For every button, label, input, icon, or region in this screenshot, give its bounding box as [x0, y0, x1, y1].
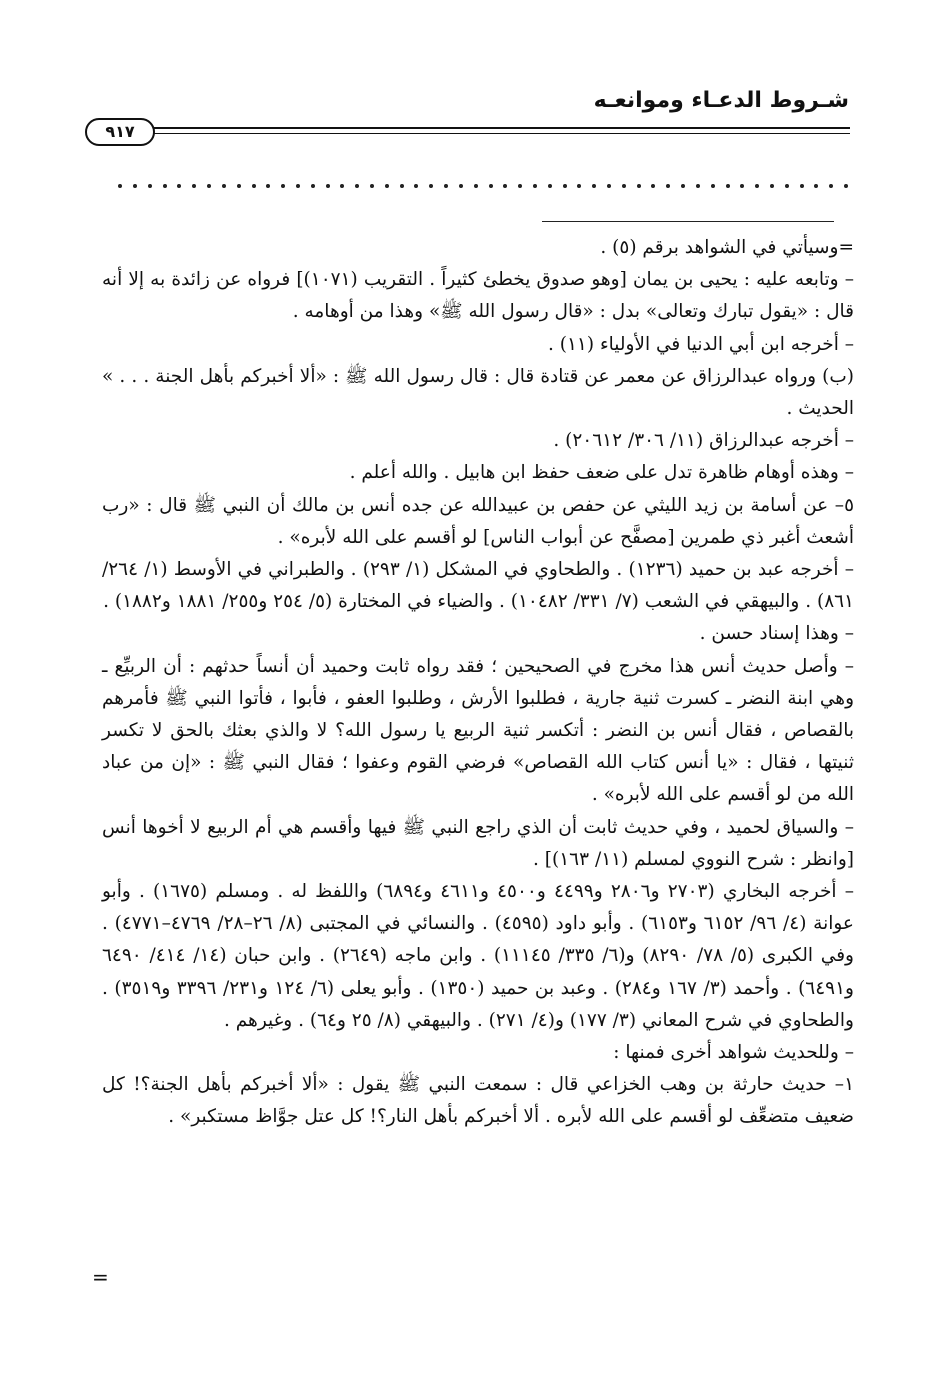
paragraph: ٥– عن أسامة بن زيد الليثي عن حفص بن عبيدالله عن جده أنس بن مالك أن النبي ﷺ قال : «رب أشعث أغبر ذي طمرين [مصفَّح عن أبواب الناس] لو أقسم على الله لأبره» . [102, 494, 854, 548]
paragraph: – وتابعه عليه : يحيى بن يمان [وهو صدوق يخطئ كثيراً . التقريب (١٠٧١)] فرواه عن زائدة به إلا أنه قال : «يقول تبارك وتعالى» بدل : «قال رسول الله ﷺ» وهذا من أوهامه . [102, 269, 855, 323]
paragraph: – وللحديث شواهد أخرى فمنها : [613, 1042, 854, 1064]
footnote-separator-rule [542, 221, 834, 222]
paragraph: – وهذه أوهام ظاهرة تدل على ضعف حفظ ابن هابيل . والله أعلم . [349, 462, 854, 484]
continuation-mark: = [92, 1265, 109, 1289]
paragraph: – أخرجه عبدالرزاق (١١/ ٣٠٦/ ٢٠٦١٢) . [553, 430, 854, 452]
paragraph: – وأصل حديث أنس هذا مخرج في الصحيحين ؛ فقد رواه ثابت وحميد أن أنساً حدثهم : أن الربيِّع ـ وهي ابنة النضر ـ كسرت ثنية جارية ، فطلبوا الأرش ، وطلبوا العفو ، فأبوا ، فأتوا النبي ﷺ فأمرهم بالقصاص ، فقال أنس بن النضر : أتكسر ثنية الربيع يا رسول الله؟ لا والذي بعثك بالحق لا تكسر ثنيتها ، فقال : «يا أنس كتاب الله القصاص» فرضي القوم وعفوا ؛ فقال النبي ﷺ : «إن من عباد الله من لو أقسم على الله لأبره» . [102, 655, 854, 806]
paragraph: ١– حديث حارثة بن وهب الخزاعي قال : سمعت النبي ﷺ يقول : «ألا أخبركم بأهل الجنة؟! كل ضعيف متضعِّف لو أقسم على الله لأبره . ألا أخبركم بأهل النار؟! كل عتل جوَّاظ مستكبر» . [102, 1074, 854, 1128]
paragraph: – أخرجه عبد بن حميد (١٢٣٦) . والطحاوي في المشكل (١/ ٢٩٣) . والطبراني في الأوسط (١/ ٢٦٤/ ٨٦١) . والبيهقي في الشعب (٧/ ٣٣١/ ١٠٤٨٢) . والضياء في المختارة (٥/ ٢٥٤ و٢٥٥/ ١٨٨١ و١٨٨٢) . [102, 559, 854, 613]
paragraph: – والسياق لحميد ، وفي حديث ثابت أن الذي راجع النبي ﷺ فيها وأقسم هي أم الربيع لا أخوها أنس [وانظر : شرح النووي لمسلم (١١/ ١٦٣)] . [102, 816, 854, 870]
running-header-title: شـروط الدعـاء وموانعـه [593, 88, 849, 113]
footnote-body [102, 232, 854, 1134]
page-number-badge: ٩١٧ [85, 118, 155, 146]
dotted-separator [118, 176, 848, 196]
header-rule [85, 118, 850, 148]
header-rule-thin [153, 133, 850, 134]
paragraph: (ب) ورواه عبدالرزاق عن معمر عن قتادة قال : قال رسول الله ﷺ : «ألا أخبركم بأهل الجنة . . . » الحديث . [102, 365, 854, 420]
paragraph: – أخرجه ابن أبي الدنيا في الأولياء (١١) . [547, 333, 854, 355]
paragraph: – أخرجه البخاري (٢٧٠٣ و٢٨٠٦ و٤٤٩٩ و٤٥٠٠ و٤٦١١ و٦٨٩٤) واللفظ له . ومسلم (١٦٧٥) . وأبو عوانة (٤/ ٩٦/ ٦١٥٢ و٦١٥٣) . وأبو داود (٤٥٩٥) . والنسائي في المجتبى (٨/ ٢٦–٢٨/ ٤٧٦٩–٤٧٧١) . وفي الكبرى (٥/ ٧٨/ ٨٢٩٠) و(٦/ ٣٣٥/ ١١١٤٥) . وابن ماجه (٢٦٤٩) . وابن حبان (١٤/ ٤١٤/ ٦٤٩٠ و٦٤٩١) . وأحمد (٣/ ١٦٧ و٢٨٤) . وعبد بن حميد (١٣٥٠) . وأبو يعلى (٦/ ١٢٤ و٢٣١/ ٣٣٩٦ و٣٥١٩) . والطحاوي في شرح المعاني (٣/ ١٧٧) و(٤/ ٢٧١) . والبيهقي (٨/ ٢٥ و٦٤) . وغيرهم . [102, 881, 854, 1031]
paragraph: =وسيأتي في الشواهد برقم (٥) . [600, 237, 854, 258]
paragraph: – وهذا إسناد حسن . [699, 623, 854, 645]
header-rule-thick [153, 127, 850, 129]
